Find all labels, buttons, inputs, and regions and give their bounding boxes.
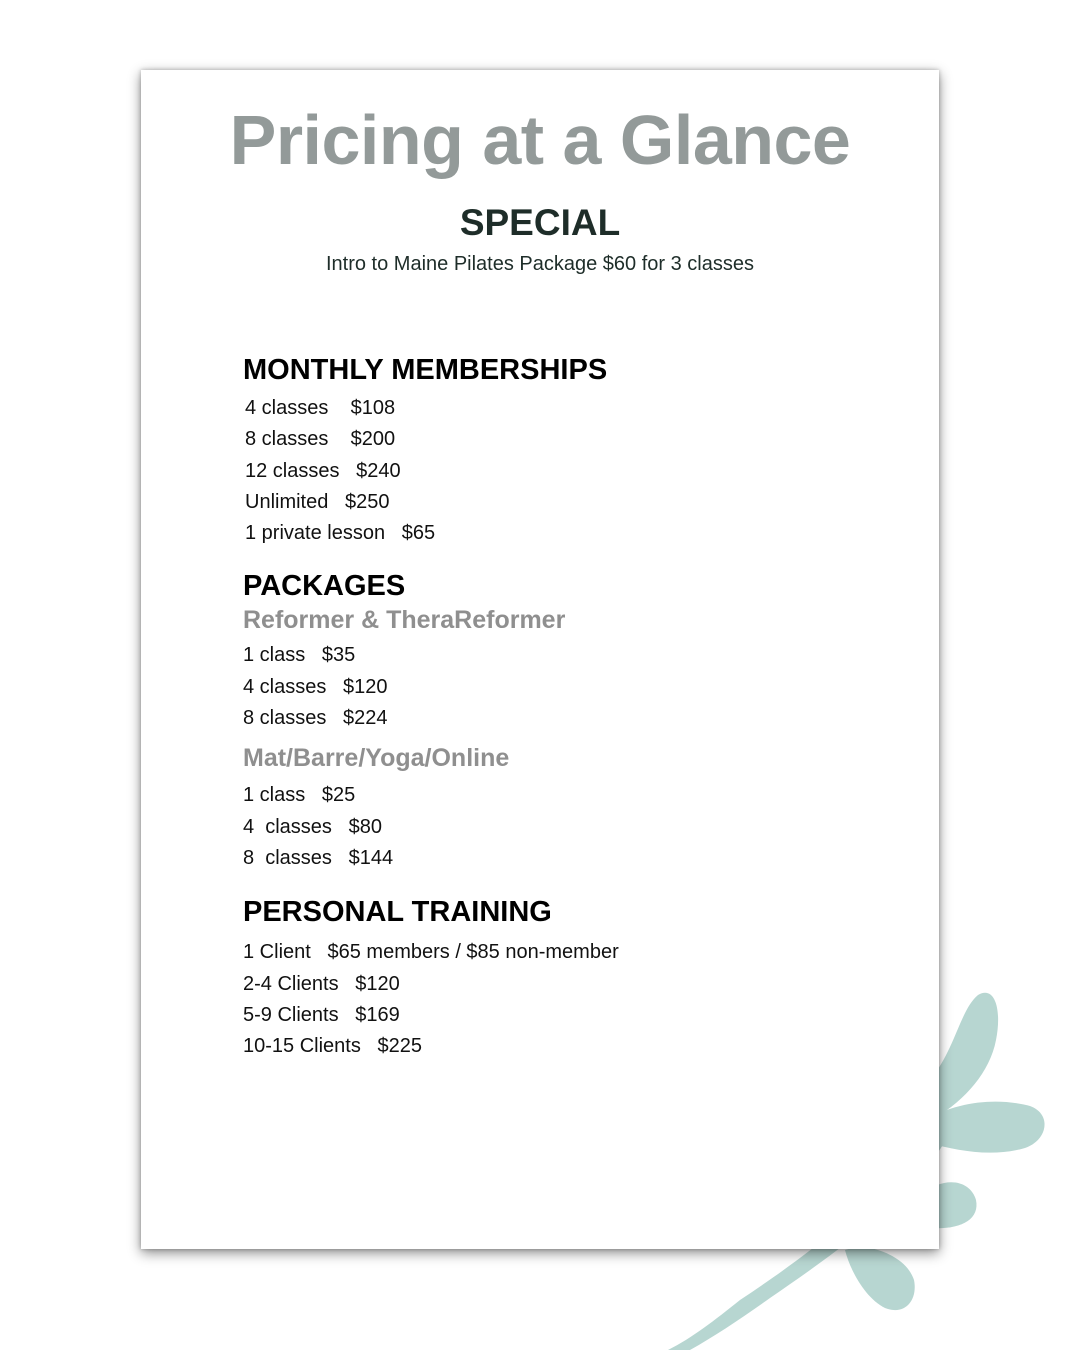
price-row: Unlimited $250 [245, 490, 390, 513]
reformer-price-list [243, 640, 903, 734]
price-row: 8 classes $144 [243, 846, 394, 869]
price-row: 8 classes $224 [243, 707, 388, 730]
price-row: 4 classes $80 [243, 815, 382, 838]
personal-training-heading: PERSONAL TRAINING [243, 896, 552, 929]
price-row: 1 class $35 [243, 644, 356, 667]
special-offer-text: Intro to Maine Pilates Package $60 for 3 classes [325, 253, 754, 275]
monthly-memberships-heading: MONTHLY MEMBERSHIPS [243, 354, 608, 386]
pricing-content [243, 353, 903, 1062]
price-row: 1 Client $65 members / $85 non-member [243, 941, 619, 964]
price-row: 12 classes $240 [245, 459, 401, 482]
price-row: 5-9 Clients $169 [243, 1003, 400, 1026]
reformer-subheading: Reformer & TheraReformer [243, 606, 566, 635]
special-heading: SPECIAL [459, 202, 621, 243]
page-title: Pricing at a Glance [229, 101, 851, 179]
monthly-memberships-list [243, 393, 903, 549]
mat-price-list [243, 780, 903, 874]
packages-heading: PACKAGES [243, 570, 406, 603]
pricing-card [141, 70, 939, 1249]
mat-barre-yoga-subheading: Mat/Barre/Yoga/Online [243, 744, 510, 773]
personal-training-list [243, 937, 903, 1062]
price-row: 8 classes $200 [245, 428, 396, 451]
price-row: 4 classes $108 [245, 397, 396, 419]
price-row: 1 private lesson $65 [245, 522, 436, 545]
price-row: 4 classes $120 [243, 675, 388, 698]
price-row: 2-4 Clients $120 [243, 972, 400, 995]
price-row: 10-15 Clients $225 [243, 1035, 423, 1058]
price-row: 1 class $25 [243, 784, 356, 807]
